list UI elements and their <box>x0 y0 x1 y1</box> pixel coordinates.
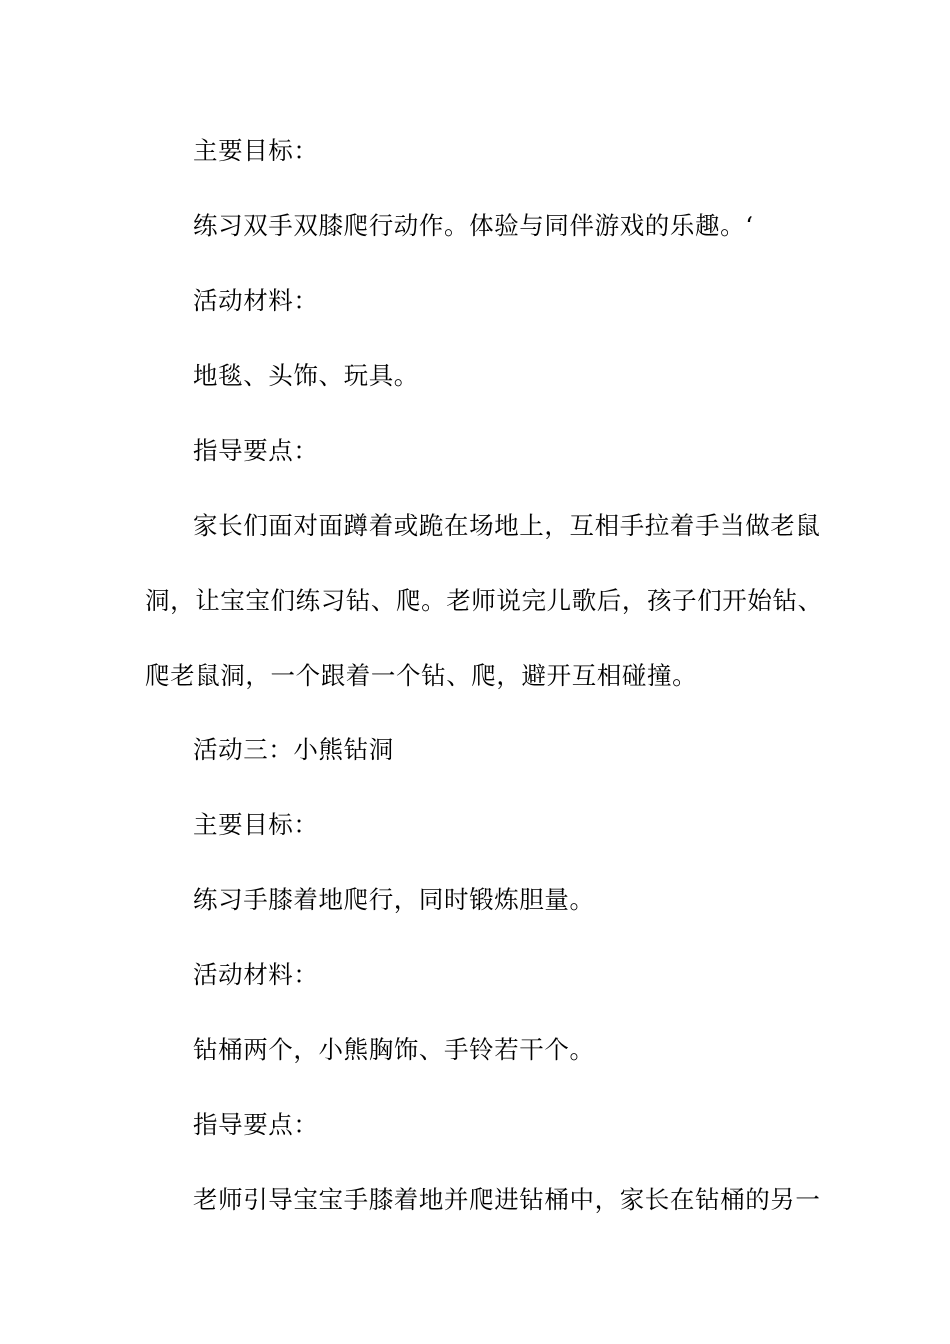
paragraph-materials-1: 地毯、头饰、玩具。 <box>193 361 419 390</box>
paragraph-guidance-1-line-3: 爬老鼠洞，一个跟着一个钻、爬，避开互相碰撞。 <box>145 661 698 690</box>
heading-activity-three: 活动三：小熊钻洞 <box>193 735 394 764</box>
paragraph-guidance-2-line-1: 老师引导宝宝手膝着地并爬进钻桶中，家长在钻桶的另一 <box>193 1185 821 1214</box>
heading-guidance-1: 指导要点： <box>193 436 319 465</box>
heading-materials-1: 活动材料： <box>193 286 319 315</box>
paragraph-goal-2: 练习手膝着地爬行，同时锻炼胆量。 <box>193 885 595 914</box>
heading-guidance-2: 指导要点： <box>193 1110 319 1139</box>
paragraph-guidance-1-line-1: 家长们面对面蹲着或跪在场地上，互相手拉着手当做老鼠 <box>193 511 821 540</box>
heading-materials-2: 活动材料： <box>193 960 319 989</box>
paragraph-goal-1: 练习双手双膝爬行动作。体验与同伴游戏的乐趣。‘ <box>193 211 754 240</box>
paragraph-materials-2: 钻桶两个，小熊胸饰、手铃若干个。 <box>193 1035 595 1064</box>
paragraph-guidance-1-line-2: 洞，让宝宝们练习钻、爬。老师说完儿歌后，孩子们开始钻、 <box>145 586 823 615</box>
heading-main-goal-2: 主要目标： <box>193 810 319 839</box>
heading-main-goal-1: 主要目标： <box>193 136 319 165</box>
